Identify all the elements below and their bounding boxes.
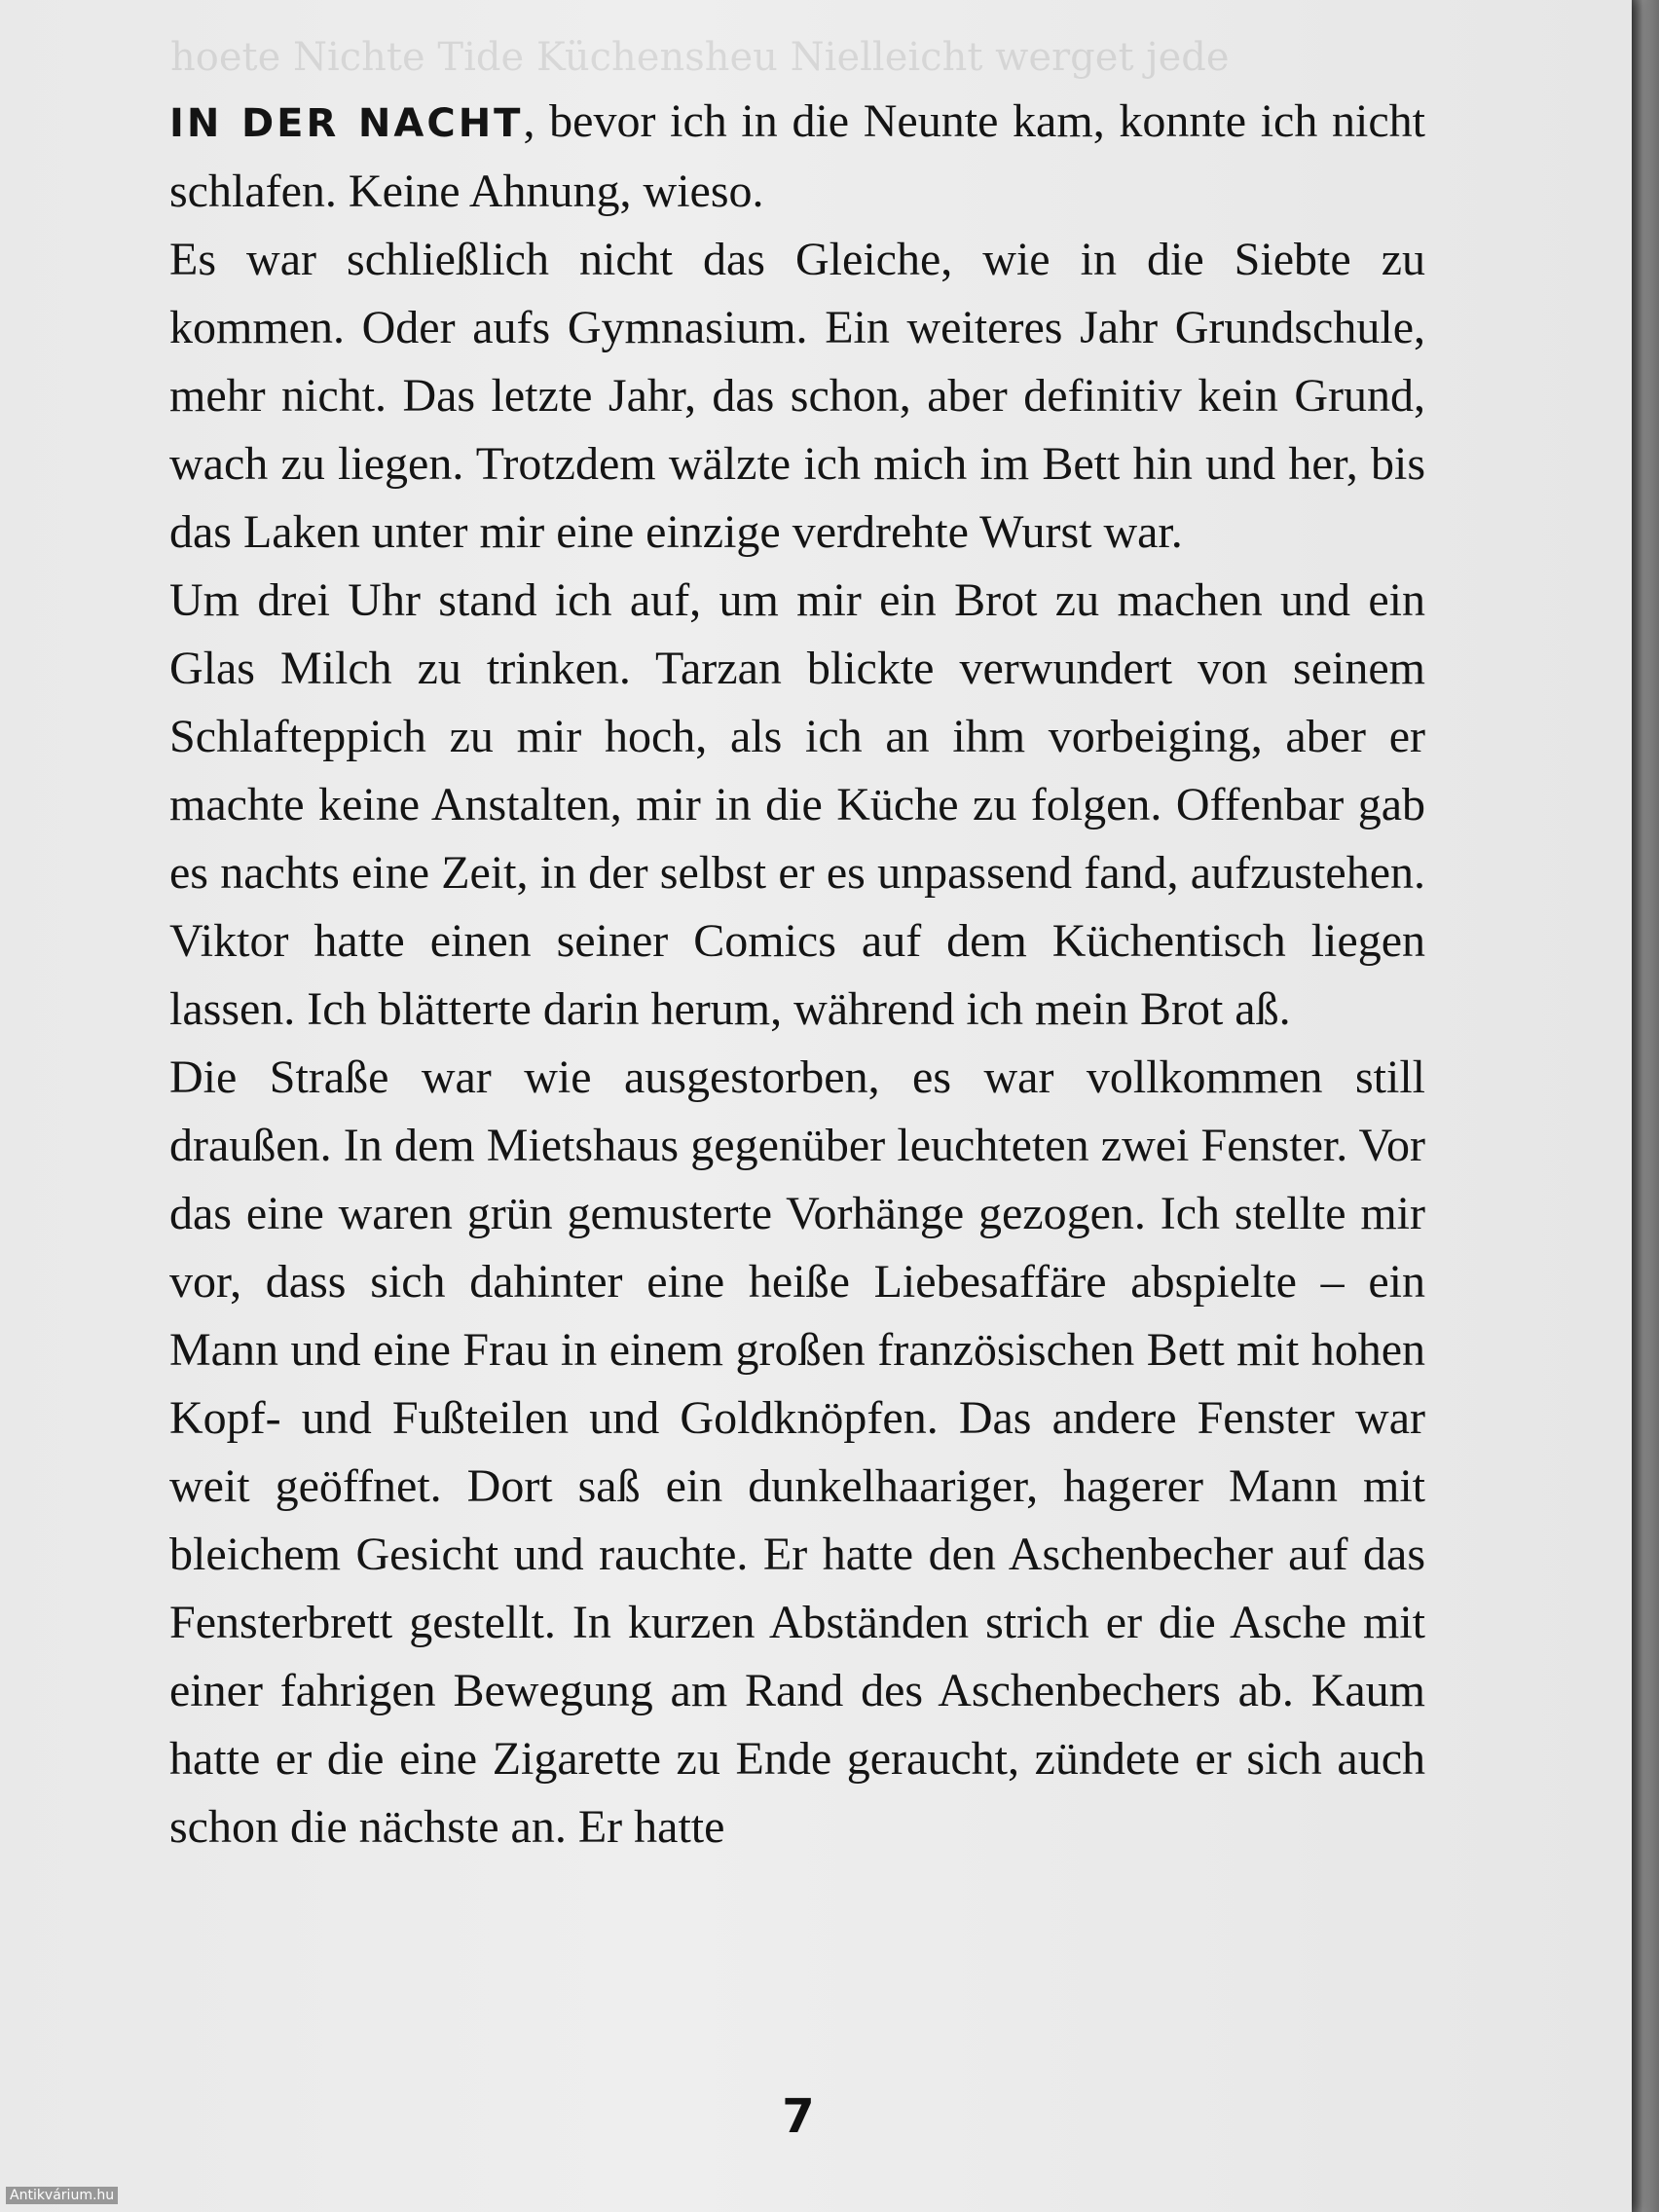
paragraph-4: Die Straße war wie ausgestorben, es war vollkommen still draußen. In dem Mietshaus gegenüber leuchteten zwei Fenster. Vor das eine waren grün gemusterte Vorhänge gezogen. Ich stellte mir vor, dass sich dahinter eine heiße Liebesaffäre abspielte – ein Mann und eine Frau in einem großen französischen Bett mit hohen Kopf- und Fußteilen und Goldknöpfen. Das andere Fenster war weit geöffnet. Dort saß ein dunkelhaariger, hagerer Mann mit bleichem Gesicht und rauchte. Er hatte den Aschenbecher auf das Fensterbrett gestellt. In kurzen Abständen strich er die Asche mit einer fahrigen Bewegung am Rand des Aschenbechers ab. Kaum hatte er die eine Zigarette zu Ende geraucht, zündete er sich auch schon die nächste an. Er hatte [169, 1051, 1425, 1853]
paragraph-2: Es war schließlich nicht das Gleiche, wie in die Siebte zu kommen. Oder aufs Gymnasium. Ein weiteres Jahr Grundschule, mehr nicht. Das letzte Jahr, das schon, aber definitiv kein Grund, wach zu liegen. Trotzdem wälzte ich mich im Bett hin und her, bis das Laken unter mir eine einzige verdrehte Wurst war. [169, 234, 1425, 558]
opening-phrase: IN DER NACHT [169, 101, 524, 146]
page-number: 7 [782, 2089, 815, 2144]
body-text [169, 88, 1425, 1862]
paragraph-1-text: , bevor ich in die Neunte kam, konnte ich nicht schlafen. Keine Ahnung, wieso. [169, 95, 1425, 217]
paragraph-3: Um drei Uhr stand ich auf, um mir ein Brot zu machen und ein Glas Milch zu trinken. Tarzan blickte verwundert von seinem Schlafteppich zu mir hoch, als ich an ihm vorbeiging, aber er machte keine Anstalten, mir in die Küche zu folgen. Offenbar gab es nachts eine Zeit, in der selbst er es unpassend fand, aufzustehen. Viktor hatte einen seiner Comics auf dem Küchentisch liegen lassen. Ich blätterte darin herum, während ich mein Brot aß. [169, 574, 1425, 1035]
paragraph-1 [169, 88, 1425, 226]
watermark: Antikvárium.hu [6, 2187, 118, 2204]
show-through-text: hoete Nichte Tide Küchensheu Nielleicht werget jede [170, 35, 1230, 80]
page-edge-shadow [1632, 0, 1659, 2212]
